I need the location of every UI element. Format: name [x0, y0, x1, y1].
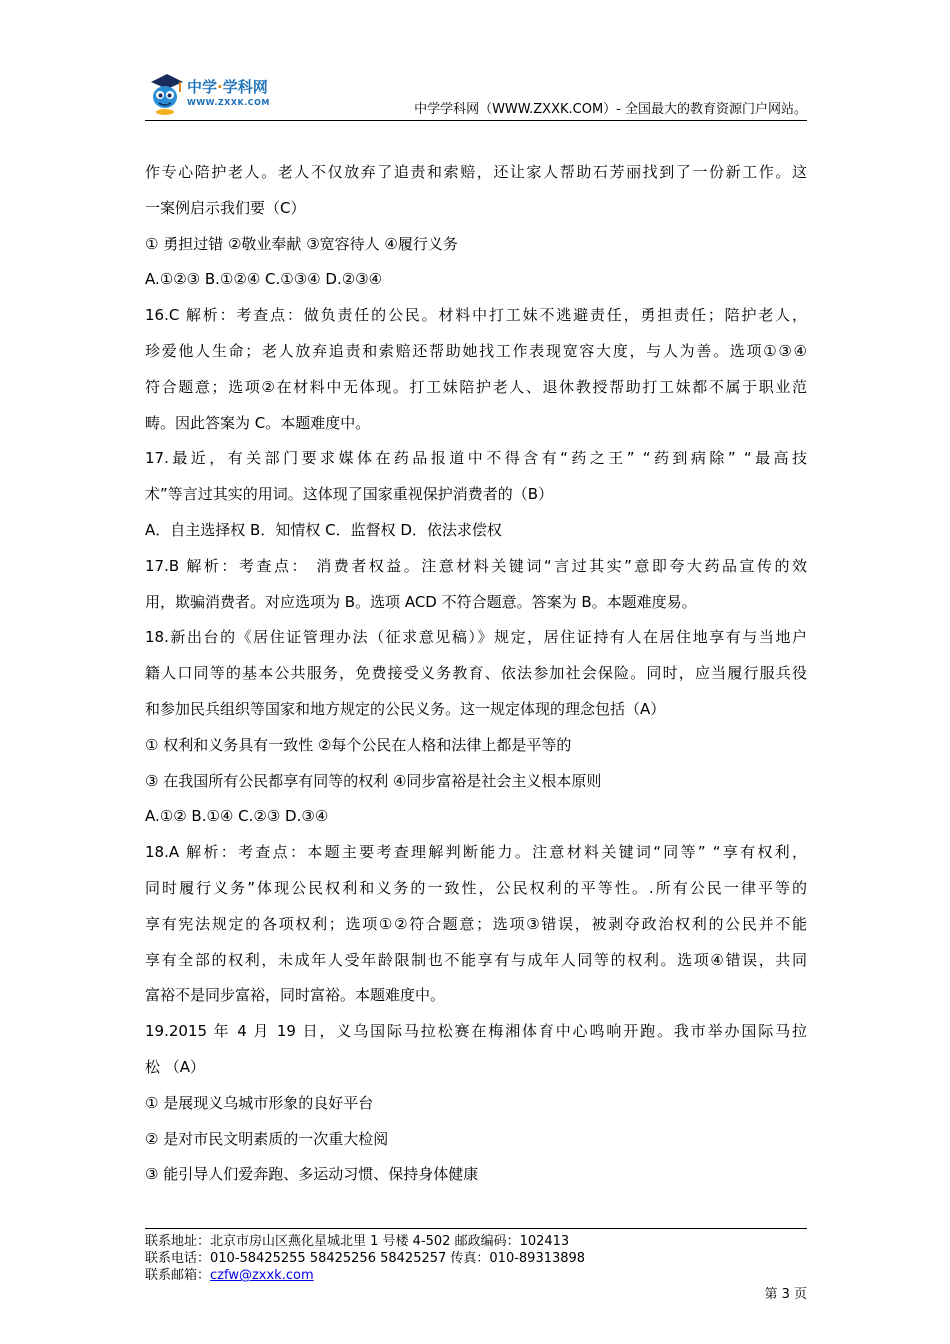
text-line: 享有宪法规定的各项权利；选项①②符合题意；选项③错误，被剥夺政治权利的公民并不能: [145, 914, 807, 933]
logo-url: WWW.ZXXK.COM: [187, 98, 270, 107]
text-line: 16.C 解析：考查点：做负责任的公民。材料中打工妹不逃避责任，勇担责任；陪护老人，: [145, 306, 807, 325]
page-number: 第 3 页: [764, 1287, 807, 1302]
text-line: ③ 能引导人们爱奔跑、多运动习惯、保持身体健康: [145, 1165, 479, 1184]
text-line: ② 是对市民文明素质的一次重大检阅: [145, 1129, 389, 1148]
text-line: 术”等言过其实的用词。这体现了国家重视保护消费者的（B）: [145, 485, 554, 504]
footer-address: 联系地址：北京市房山区燕化星城北里 1 号楼 4-502 邮政编码：102413: [145, 1234, 570, 1249]
document-body: [145, 155, 807, 1193]
text-line: 珍爱他人生命；老人放弃追责和索赔还帮助她找工作表现宽容大度，与人为善。选项①③④: [145, 341, 807, 360]
text-line: 松 （A）: [145, 1057, 206, 1076]
text-line: 一案例启示我们要（C）: [145, 198, 306, 217]
text-line: A．自主选择权 B．知情权 C．监督权 D．依法求偿权: [145, 520, 502, 539]
text-line: 用，欺骗消费者。对应选项为 B。选项 ACD 不符合题意。答案为 B。本题难度易。: [145, 592, 697, 611]
text-line: 富裕不是同步富裕，同时富裕。本题难度中。: [145, 986, 446, 1005]
site-tagline: 中学学科网（WWW.ZXXK.COM）- 全国最大的教育资源门户网站。: [414, 102, 807, 117]
text-line: 19.2015 年 4 月 19 日，义乌国际马拉松赛在梅湘体育中心鸣响开跑。我市举办国际马拉: [145, 1022, 807, 1041]
text-line: 17.B 解析：考查点： 消费者权益。注意材料关键词“言过其实”意即夸大药品宣传的效: [145, 556, 807, 575]
graduation-cap-mascot-icon: [145, 70, 185, 116]
logo-wordmark: 中学·学科网: [187, 78, 268, 96]
text-line: A.①② B.①④ C.②③ D.③④: [145, 807, 329, 826]
footer-phone: 联系电话：010-58425255 58425256 58425257 传真：010-89313898: [145, 1251, 586, 1266]
text-line: 畴。因此答案为 C。本题难度中。: [145, 413, 371, 432]
text-line: 作专心陪护老人。老人不仅放弃了追责和索赔，还让家人帮助石芳丽找到了一份新工作。这: [145, 163, 807, 181]
text-line: ③ 在我国所有公民都享有同等的权利 ④同步富裕是社会主义根本原则: [145, 771, 602, 790]
footer-email-label: 联系邮箱：: [145, 1268, 211, 1283]
text-line: 享有全部的权利，未成年人受年龄限制也不能享有与成年人同等的权利。选项④错误，共同: [145, 950, 807, 969]
text-line: 和参加民兵组织等国家和地方规定的公民义务。这一规定体现的理念包括（A）: [145, 699, 666, 718]
text-line: ① 勇担过错 ②敬业奉献 ③宽容待人 ④履行义务: [145, 234, 458, 253]
text-line: 18.新出台的《居住证管理办法（征求意见稿）》规定，居住证持有人在居住地享有与当地户: [145, 628, 807, 647]
footer-email-link[interactable]: czfw@zxxk.com: [210, 1268, 314, 1283]
text-line: 同时履行义务”体现公民权利和义务的一致性，公民权利的平等性。.所有公民一律平等的: [145, 878, 807, 897]
page-footer: [145, 1228, 807, 1284]
page-header: [145, 70, 807, 121]
text-line: ① 是展现义乌城市形象的良好平台: [145, 1093, 374, 1112]
text-line: A.①②③ B.①②④ C.①③④ D.②③④: [145, 270, 383, 289]
text-line: 17.最近，有关部门要求媒体在药品报道中不得含有“药之王” “药到病除” “最高技: [145, 449, 807, 468]
text-line: ① 权利和义务具有一致性 ②每个公民在人格和法律上都是平等的: [145, 735, 572, 754]
footer-email-row: [145, 1267, 807, 1284]
text-line: 籍人口同等的基本公共服务，免费接受义务教育、依法参加社会保险。同时，应当履行服兵役: [145, 664, 807, 683]
text-line: 符合题意；选项②在材料中无体现。打工妹陪护老人、退休教授帮助打工妹都不属于职业范: [145, 377, 807, 396]
text-line: 18.A 解析：考查点：本题主要考查理解判断能力。注意材料关键词“同等” “享有权利，: [145, 843, 807, 862]
site-logo: [145, 70, 305, 116]
